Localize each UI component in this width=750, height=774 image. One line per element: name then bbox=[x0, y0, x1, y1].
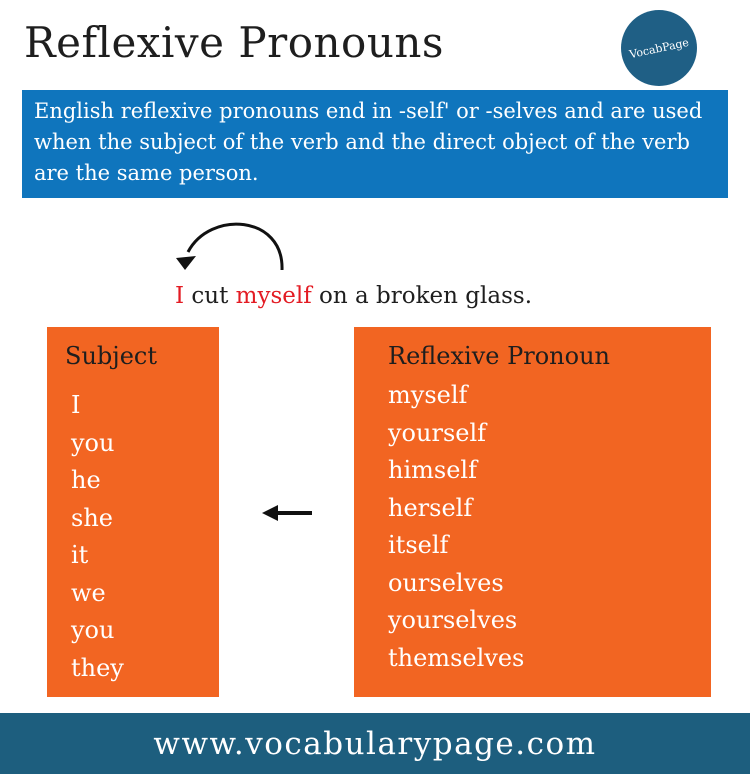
subject-item: you bbox=[71, 428, 115, 457]
example-pronoun: myself bbox=[235, 283, 312, 309]
subject-item: it bbox=[71, 541, 89, 569]
left-arrow-icon bbox=[262, 503, 314, 523]
subject-list bbox=[71, 387, 124, 687]
pronoun-list bbox=[388, 377, 524, 677]
pronoun-item: yourself bbox=[388, 418, 487, 447]
example-rest: on a broken glass. bbox=[311, 283, 533, 309]
pronoun-header: Reflexive Pronoun bbox=[388, 342, 610, 370]
pronoun-item: ourselves bbox=[388, 568, 504, 597]
example-verb: cut bbox=[184, 283, 236, 309]
pronoun-item: herself bbox=[388, 493, 473, 522]
pronoun-item: themselves bbox=[388, 643, 525, 672]
subject-item: I bbox=[71, 391, 81, 419]
subject-header: Subject bbox=[65, 342, 157, 370]
subject-item: he bbox=[71, 466, 101, 494]
pronoun-item: himself bbox=[388, 456, 477, 484]
reflexive-pronoun-box bbox=[354, 327, 711, 697]
footer-banner bbox=[0, 713, 750, 774]
subject-item: we bbox=[71, 578, 106, 607]
intro-text: English reflexive pronouns end in -self' or -selves and are used when the subject of the verb and the direct object of the verb are the same person. bbox=[34, 99, 703, 185]
subject-item: she bbox=[71, 503, 113, 532]
logo-label: VocabPage bbox=[628, 35, 690, 61]
subject-item: they bbox=[71, 653, 124, 682]
curved-arrow-icon bbox=[170, 210, 300, 280]
example-subject: I bbox=[175, 283, 185, 309]
subject-item: you bbox=[71, 616, 115, 644]
page-title: Reflexive Pronouns bbox=[24, 18, 444, 67]
pronoun-item: itself bbox=[388, 531, 449, 559]
subject-box bbox=[47, 327, 219, 697]
intro-panel bbox=[22, 90, 728, 198]
footer-url: www.vocabularypage.com bbox=[153, 725, 597, 762]
pronoun-item: myself bbox=[388, 381, 468, 409]
example-sentence bbox=[175, 283, 532, 309]
vocabpage-logo bbox=[621, 10, 697, 86]
pronoun-item: yourselves bbox=[388, 606, 518, 634]
